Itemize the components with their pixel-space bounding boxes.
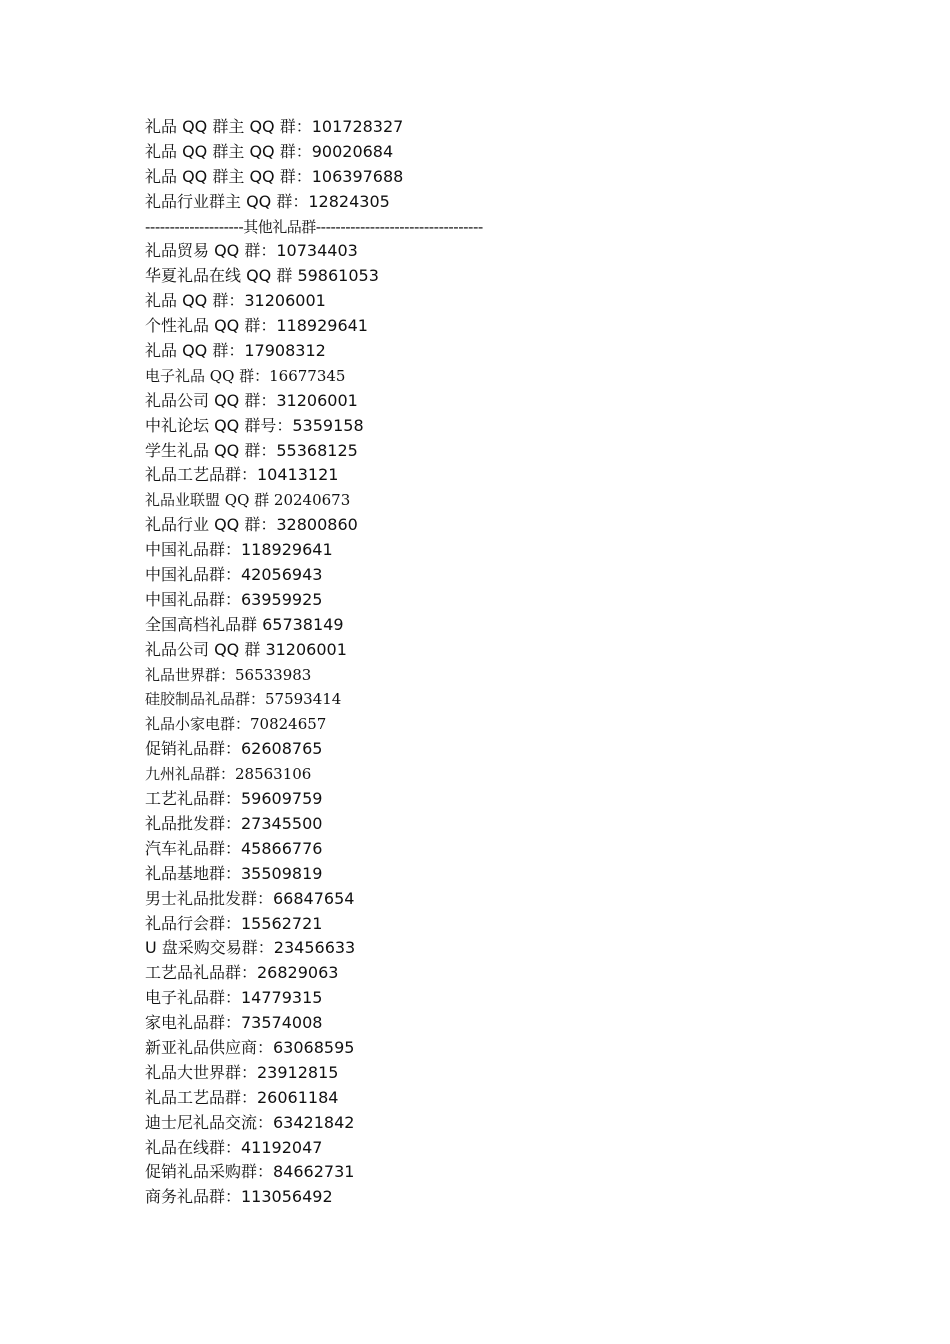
- list-item: 礼品 QQ 群：17908312: [145, 341, 326, 361]
- list-item: 礼品大世界群：23912815: [145, 1062, 339, 1082]
- list-item: 礼品贸易 QQ 群：10734403: [145, 241, 358, 261]
- list-item: 华夏礼品在线 QQ 群 59861053: [145, 266, 379, 286]
- list-item: 工艺礼品群：59609759: [145, 789, 323, 809]
- list-item: 学生礼品 QQ 群：55368125: [145, 440, 358, 460]
- list-item: 礼品世界群：56533983: [145, 665, 312, 684]
- list-item: 促销礼品采购群：84662731: [145, 1162, 355, 1182]
- list-item: 促销礼品群：62608765: [145, 739, 323, 759]
- list-item: 电子礼品 QQ 群：16677345: [145, 366, 346, 385]
- list-item: 礼品行业 QQ 群：32800860: [145, 515, 358, 535]
- list-item: 家电礼品群：73574008: [145, 1013, 323, 1033]
- list-item: 礼品 QQ 群主 QQ 群：106397688: [145, 166, 404, 186]
- list-item: 礼品工艺品群：10413121: [145, 465, 339, 485]
- list-item: 中国礼品群：118929641: [145, 540, 333, 560]
- list-item: 礼品公司 QQ 群：31206001: [145, 390, 358, 410]
- list-item: 礼品 QQ 群主 QQ 群：101728327: [145, 117, 404, 136]
- list-item: 工艺品礼品群：26829063: [145, 963, 339, 983]
- list-item: 迪士尼礼品交流：63421842: [145, 1112, 355, 1132]
- list-item: 男士礼品批发群：66847654: [145, 888, 355, 908]
- list-item: 汽车礼品群：45866776: [145, 838, 323, 858]
- list-item: 全国高档礼品群 65738149: [145, 614, 344, 634]
- list-item: 中礼论坛 QQ 群号：5359158: [145, 415, 364, 435]
- qq-group-list: [145, 115, 483, 1210]
- list-item: 礼品行会群：15562721: [145, 913, 323, 933]
- list-item: 礼品工艺品群：26061184: [145, 1087, 339, 1107]
- list-item: 电子礼品群：14779315: [145, 988, 323, 1008]
- list-item: 商务礼品群：113056492: [145, 1187, 333, 1207]
- list-item: 中国礼品群：42056943: [145, 565, 323, 585]
- list-item: 新亚礼品供应商：63068595: [145, 1037, 355, 1057]
- list-item: 礼品业联盟 QQ 群 20240673: [145, 491, 351, 510]
- list-item: 礼品批发群：27345500: [145, 813, 323, 833]
- list-item: 个性礼品 QQ 群：118929641: [145, 316, 368, 336]
- list-item: 礼品公司 QQ 群 31206001: [145, 639, 347, 659]
- list-item: 礼品小家电群：70824657: [145, 715, 327, 734]
- list-item: 礼品 QQ 群：31206001: [145, 291, 326, 311]
- list-item: 礼品基地群：35509819: [145, 863, 323, 883]
- section-separator: --------------------其他礼品群----------------------------------: [145, 217, 483, 236]
- list-item: 九州礼品群：28563106: [145, 765, 312, 784]
- list-item: 硅胶制品礼品群：57593414: [145, 690, 342, 709]
- list-item: 礼品 QQ 群主 QQ 群：90020684: [145, 141, 394, 161]
- list-item: 礼品在线群：41192047: [145, 1137, 323, 1157]
- list-item: U 盘采购交易群：23456633: [145, 938, 356, 958]
- list-item: 礼品行业群主 QQ 群：12824305: [145, 191, 390, 211]
- list-item: 中国礼品群：63959925: [145, 589, 323, 609]
